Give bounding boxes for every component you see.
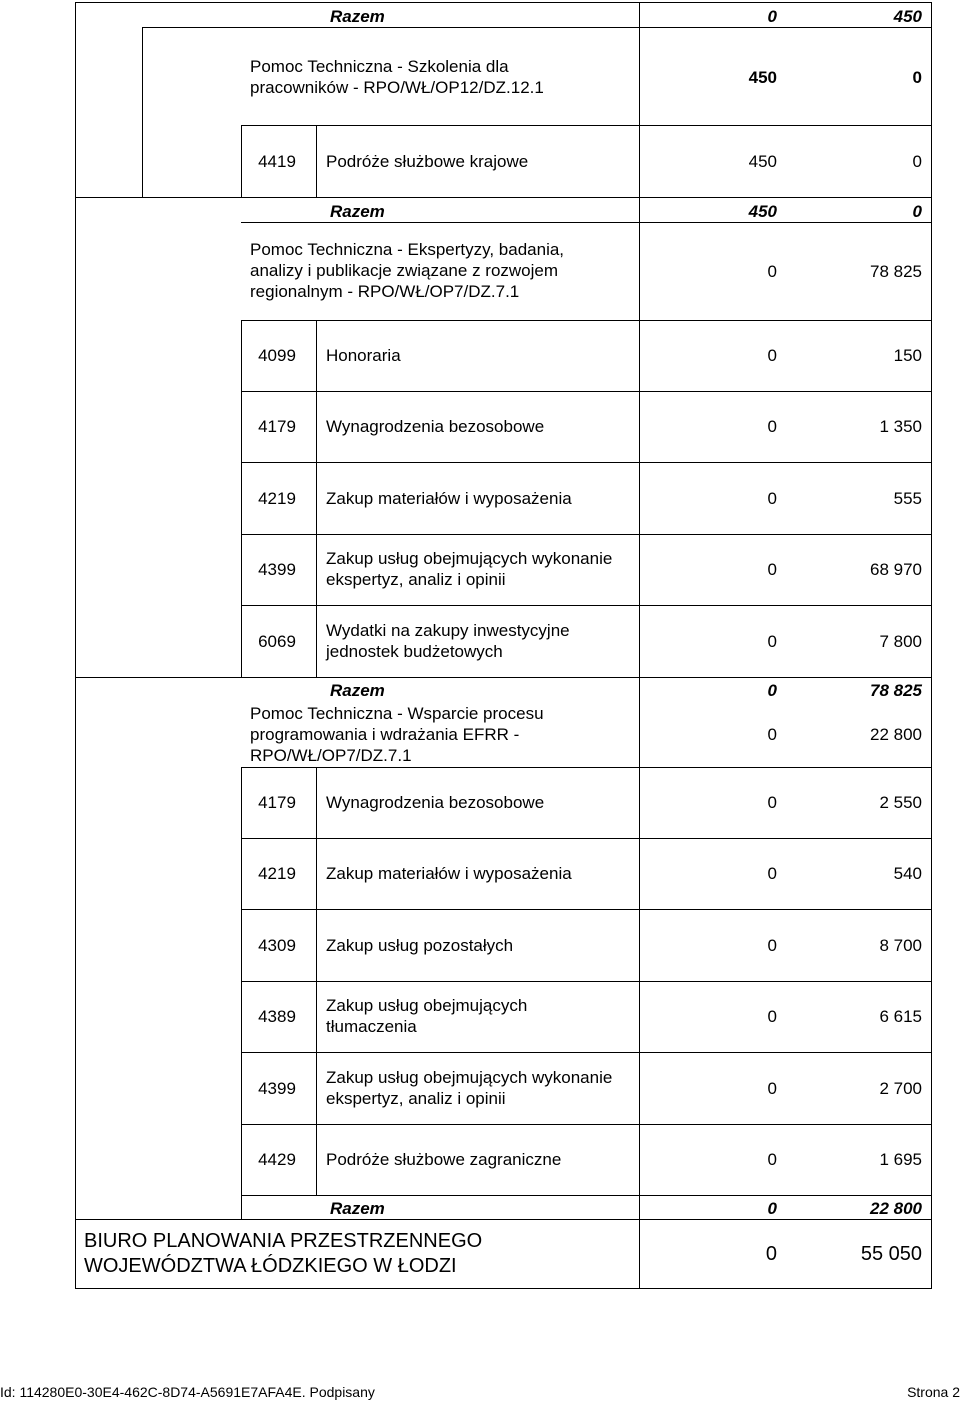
- row-value-1: 0: [767, 632, 777, 651]
- row-divider: [241, 909, 932, 910]
- row-value-2: 8 700: [879, 936, 922, 955]
- row-value-2: 7 800: [879, 632, 922, 651]
- page-number: Strona 2: [907, 1384, 960, 1400]
- account-code: 4219: [258, 864, 296, 883]
- account-code: 4429: [258, 1150, 296, 1169]
- column-divider: [316, 125, 317, 197]
- row-value-1: 450: [748, 202, 777, 221]
- row-divider: [75, 197, 932, 198]
- row-value-2: 540: [893, 864, 922, 883]
- account-code: 4399: [258, 1079, 296, 1098]
- row-divider: [241, 981, 932, 982]
- column-divider: [241, 125, 242, 197]
- row-divider: [241, 320, 932, 321]
- account-name: Zakup usług obejmujących wykonanie ekspertyz, analiz i opinii: [326, 1068, 613, 1108]
- row-value-1: 0: [767, 725, 777, 744]
- row-value-2: 0: [912, 152, 922, 171]
- account-code: 6069: [258, 632, 296, 651]
- task-name: Pomoc Techniczna - Wsparcie procesu programowania i wdrażania EFRR - RPO/WŁ/OP7/DZ.7.1: [250, 704, 544, 765]
- column-divider: [142, 27, 143, 197]
- table-left-border: [75, 2, 76, 1289]
- row-value-2: 0: [912, 68, 922, 87]
- account-code: 4389: [258, 1007, 296, 1026]
- document-id: Id: 114280E0-30E4-462C-8D74-A5691E7AFA4E. Podpisany: [0, 1384, 375, 1400]
- account-code: 4309: [258, 936, 296, 955]
- row-divider: [241, 1195, 932, 1196]
- row-value-1: 0: [767, 7, 777, 26]
- column-divider: [316, 767, 317, 1195]
- row-value-1: 0: [767, 1079, 777, 1098]
- account-name: Podróże służbowe krajowe: [326, 152, 529, 171]
- row-value-1: 0: [767, 1199, 777, 1218]
- row-value-1: 0: [767, 1007, 777, 1026]
- row-value-2: 1 350: [879, 417, 922, 436]
- column-divider: [241, 320, 242, 677]
- row-divider: [241, 767, 932, 768]
- row-value-2: 450: [893, 7, 922, 26]
- row-value-1: 0: [767, 681, 777, 700]
- table-right-border: [931, 2, 932, 1289]
- row-value-2: 1 695: [879, 1150, 922, 1169]
- task-name: Pomoc Techniczna - Szkolenia dla pracowników - RPO/WŁ/OP12/DZ.12.1: [250, 57, 544, 97]
- row-value-2: 555: [893, 489, 922, 508]
- row-total-label: Razem: [330, 202, 385, 221]
- row-value-1: 0: [767, 864, 777, 883]
- row-value-2: 22 800: [870, 1199, 922, 1218]
- row-divider: [241, 605, 932, 606]
- row-value-1: 0: [767, 489, 777, 508]
- table-top-border: [75, 2, 932, 3]
- row-divider: [75, 677, 932, 678]
- row-value-2: 0: [912, 202, 922, 221]
- row-divider: [241, 125, 932, 126]
- column-divider: [241, 767, 242, 1219]
- row-value-1: 0: [767, 793, 777, 812]
- account-name: Zakup materiałów i wyposażenia: [326, 864, 572, 883]
- account-name: Wynagrodzenia bezosobowe: [326, 417, 545, 436]
- account-code: 4099: [258, 346, 296, 365]
- row-value-1: 450: [748, 152, 777, 171]
- account-name: Zakup usług obejmujących tłumaczenia: [326, 996, 528, 1036]
- account-code: 4179: [258, 793, 296, 812]
- row-value-2: 2 550: [879, 793, 922, 812]
- account-name: Podróże służbowe zagraniczne: [326, 1150, 562, 1169]
- row-value-1: 450: [748, 68, 777, 87]
- account-name: Zakup usług obejmujących wykonanie ekspertyz, analiz i opinii: [326, 549, 613, 589]
- row-value-1: 0: [767, 417, 777, 436]
- row-value-1: 0: [767, 1150, 777, 1169]
- row-divider: [241, 391, 932, 392]
- row-value-2: 78 825: [870, 681, 922, 700]
- account-code: 4419: [258, 152, 296, 171]
- table-bottom-border: [75, 1288, 932, 1289]
- column-divider: [639, 2, 640, 1289]
- account-code: 4219: [258, 489, 296, 508]
- task-name: Pomoc Techniczna - Ekspertyzy, badania, analizy i publikacje związane z rozwojem regionalnym - RPO/WŁ/OP7/DZ.7.1: [250, 240, 565, 301]
- row-value-2: 68 970: [870, 560, 922, 579]
- row-divider: [75, 1219, 932, 1220]
- row-divider: [241, 1052, 932, 1053]
- row-value-2: 150: [893, 346, 922, 365]
- account-name: Wydatki na zakupy inwestycyjne jednostek budżetowych: [326, 621, 570, 661]
- row-total-label: Razem: [330, 681, 385, 700]
- row-value-1: 0: [767, 560, 777, 579]
- row-divider: [241, 534, 932, 535]
- row-divider: [241, 838, 932, 839]
- row-value-2: 78 825: [870, 262, 922, 281]
- account-name: Honoraria: [326, 346, 401, 365]
- row-value-2: 6 615: [879, 1007, 922, 1026]
- account-name: Wynagrodzenia bezosobowe: [326, 793, 545, 812]
- row-value-2: 55 050: [860, 1243, 922, 1265]
- row-value-1: 0: [767, 936, 777, 955]
- row-total-label: Razem: [330, 1199, 385, 1218]
- row-value-1: 0: [765, 1243, 777, 1265]
- row-value-2: 2 700: [879, 1079, 922, 1098]
- row-divider: [241, 1124, 932, 1125]
- row-total-label: Razem: [330, 7, 385, 26]
- column-divider: [316, 320, 317, 677]
- row-divider: [142, 27, 932, 28]
- account-code: 4179: [258, 417, 296, 436]
- row-divider: [241, 462, 932, 463]
- row-value-1: 0: [767, 346, 777, 365]
- row-value-1: 0: [767, 262, 777, 281]
- account-code: 4399: [258, 560, 296, 579]
- row-value-2: 22 800: [870, 725, 922, 744]
- unit-name: BIURO PLANOWANIA PRZESTRZENNEGO WOJEWÓDZTWA ŁÓDZKIEGO W ŁODZI: [84, 1230, 483, 1277]
- account-name: Zakup usług pozostałych: [326, 936, 514, 955]
- account-name: Zakup materiałów i wyposażenia: [326, 489, 572, 508]
- row-divider: [241, 222, 932, 223]
